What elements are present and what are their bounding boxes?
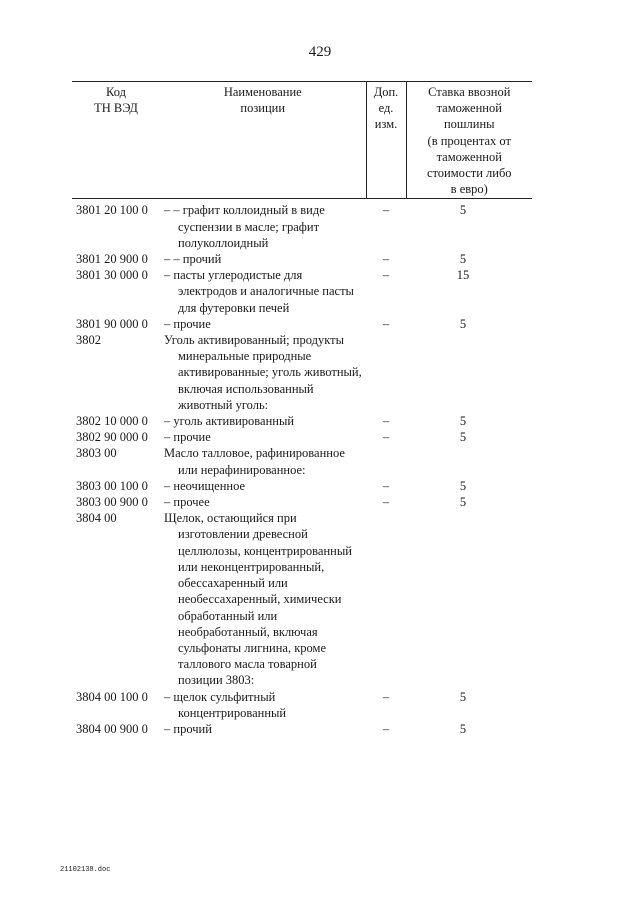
tariff-table [72, 81, 532, 737]
row-name-text: – щелок сульфитный концентрированный [164, 689, 287, 720]
row-name-text: Масло талловое, рафинированное или нерафинированное: [164, 446, 345, 477]
header-code-line: ТН ВЭД [94, 101, 138, 116]
row-rate: 5 [459, 495, 467, 510]
row-rate: 5 [459, 414, 467, 429]
row-unit: – [382, 252, 390, 267]
table-row [72, 316, 532, 332]
row-code: 3802 90 000 0 [76, 430, 148, 445]
row-name-text: Щелок, остающийся при изготовлении древесной целлюлозы, концентрированный или неконцентрированный, обессахаренный или необессахаренный, химически обработанный или необработанный, включая сульфонаты лигнина, кроме таллового масла товарной позиции 3803: [164, 511, 352, 688]
row-name [160, 316, 366, 332]
row-unit [366, 510, 406, 688]
table-row [72, 413, 532, 429]
table-row [72, 251, 532, 267]
header-rate-line: Ставка ввозной [428, 85, 511, 99]
row-unit: – [382, 721, 390, 736]
table-row [72, 199, 532, 251]
row-name [160, 510, 366, 688]
row-name [160, 721, 366, 737]
row-name-text: – неочищенное [164, 478, 246, 493]
row-code: 3803 00 [76, 446, 117, 461]
table-row [72, 721, 532, 737]
table-row [72, 689, 532, 721]
row-code: 3801 90 000 0 [76, 316, 148, 331]
row-code: 3801 20 100 0 [76, 203, 148, 218]
row-code: 3804 00 100 0 [76, 689, 148, 704]
table-row [72, 494, 532, 510]
row-code: 3802 10 000 0 [76, 414, 148, 429]
row-rate: 5 [459, 252, 467, 267]
header-name-line: Наименование [223, 85, 302, 99]
row-name-text: – – прочий [164, 252, 222, 267]
row-name-text: Уголь активированный; продукты минеральные природные активированные; уголь животный, включая использованный животный уголь: [164, 333, 362, 412]
row-rate [406, 445, 532, 477]
table-row [72, 445, 532, 477]
row-rate: 5 [459, 689, 467, 704]
row-name-text: – прочие [164, 430, 211, 445]
row-rate: 5 [459, 721, 467, 736]
row-name [160, 478, 366, 494]
header-unit-line: ед. [378, 101, 394, 116]
row-rate: 5 [459, 316, 467, 331]
row-unit [366, 445, 406, 477]
row-unit: – [382, 414, 390, 429]
header-unit-line: Доп. [373, 85, 399, 99]
row-name [160, 332, 366, 413]
header-name-line: позиции [240, 101, 286, 116]
header-unit-line: изм. [374, 117, 398, 132]
row-rate: 5 [459, 203, 467, 218]
row-name-text: – прочий [164, 721, 212, 736]
header-code [72, 82, 160, 199]
table-header [72, 82, 532, 199]
table-row [72, 510, 532, 688]
row-code: 3804 00 [76, 511, 117, 526]
row-name [160, 689, 366, 721]
header-name [160, 82, 366, 199]
row-name-text: – прочие [164, 316, 211, 331]
row-name [160, 267, 366, 316]
row-code: 3804 00 900 0 [76, 721, 148, 736]
row-name [160, 199, 366, 251]
row-code: 3801 30 000 0 [76, 268, 148, 283]
row-rate: 5 [459, 478, 467, 493]
table-body [72, 199, 532, 737]
row-unit: – [382, 478, 390, 493]
header-rate [406, 82, 532, 199]
header-rate-line: в евро) [450, 182, 488, 197]
row-rate: 15 [456, 268, 470, 283]
row-rate [406, 510, 532, 688]
row-code: 3803 00 900 0 [76, 495, 148, 510]
row-code: 3802 [76, 333, 101, 348]
header-rate-line: (в процентах от [427, 133, 511, 148]
row-unit: – [382, 203, 390, 218]
page-number: 429 [308, 44, 332, 60]
row-unit: – [382, 495, 390, 510]
row-unit: – [382, 430, 390, 445]
row-rate: 5 [459, 430, 467, 445]
header-code-line: Код [106, 85, 126, 99]
header-rate-line: стоимости либо [426, 166, 512, 181]
table-row [72, 429, 532, 445]
row-unit: – [382, 268, 390, 283]
header-rate-line: таможенной [436, 149, 502, 164]
row-unit: – [382, 689, 390, 704]
row-name-text: – уголь активированный [164, 414, 295, 429]
table-row [72, 267, 532, 316]
row-unit: – [382, 316, 390, 331]
row-name-text: – пасты углеродистые для электродов и аналогичные пасты для футеровки печей [164, 268, 354, 315]
row-name [160, 251, 366, 267]
header-rate-line: пошлины [443, 117, 495, 132]
row-code: 3803 00 100 0 [76, 478, 148, 493]
row-name [160, 494, 366, 510]
table-row [72, 332, 532, 413]
row-name [160, 445, 366, 477]
table-row [72, 478, 532, 494]
row-rate [406, 332, 532, 413]
row-code: 3801 20 900 0 [76, 252, 148, 267]
footer-filename: 21102138.doc [60, 866, 111, 874]
row-name-text: – прочее [164, 495, 210, 510]
header-rate-line: таможенной [436, 101, 502, 116]
row-name-text: – – графит коллоидный в виде суспензии в масле; графит полуколлоидный [164, 203, 325, 250]
row-name [160, 429, 366, 445]
header-unit [366, 82, 406, 199]
row-unit [366, 332, 406, 413]
row-name [160, 413, 366, 429]
